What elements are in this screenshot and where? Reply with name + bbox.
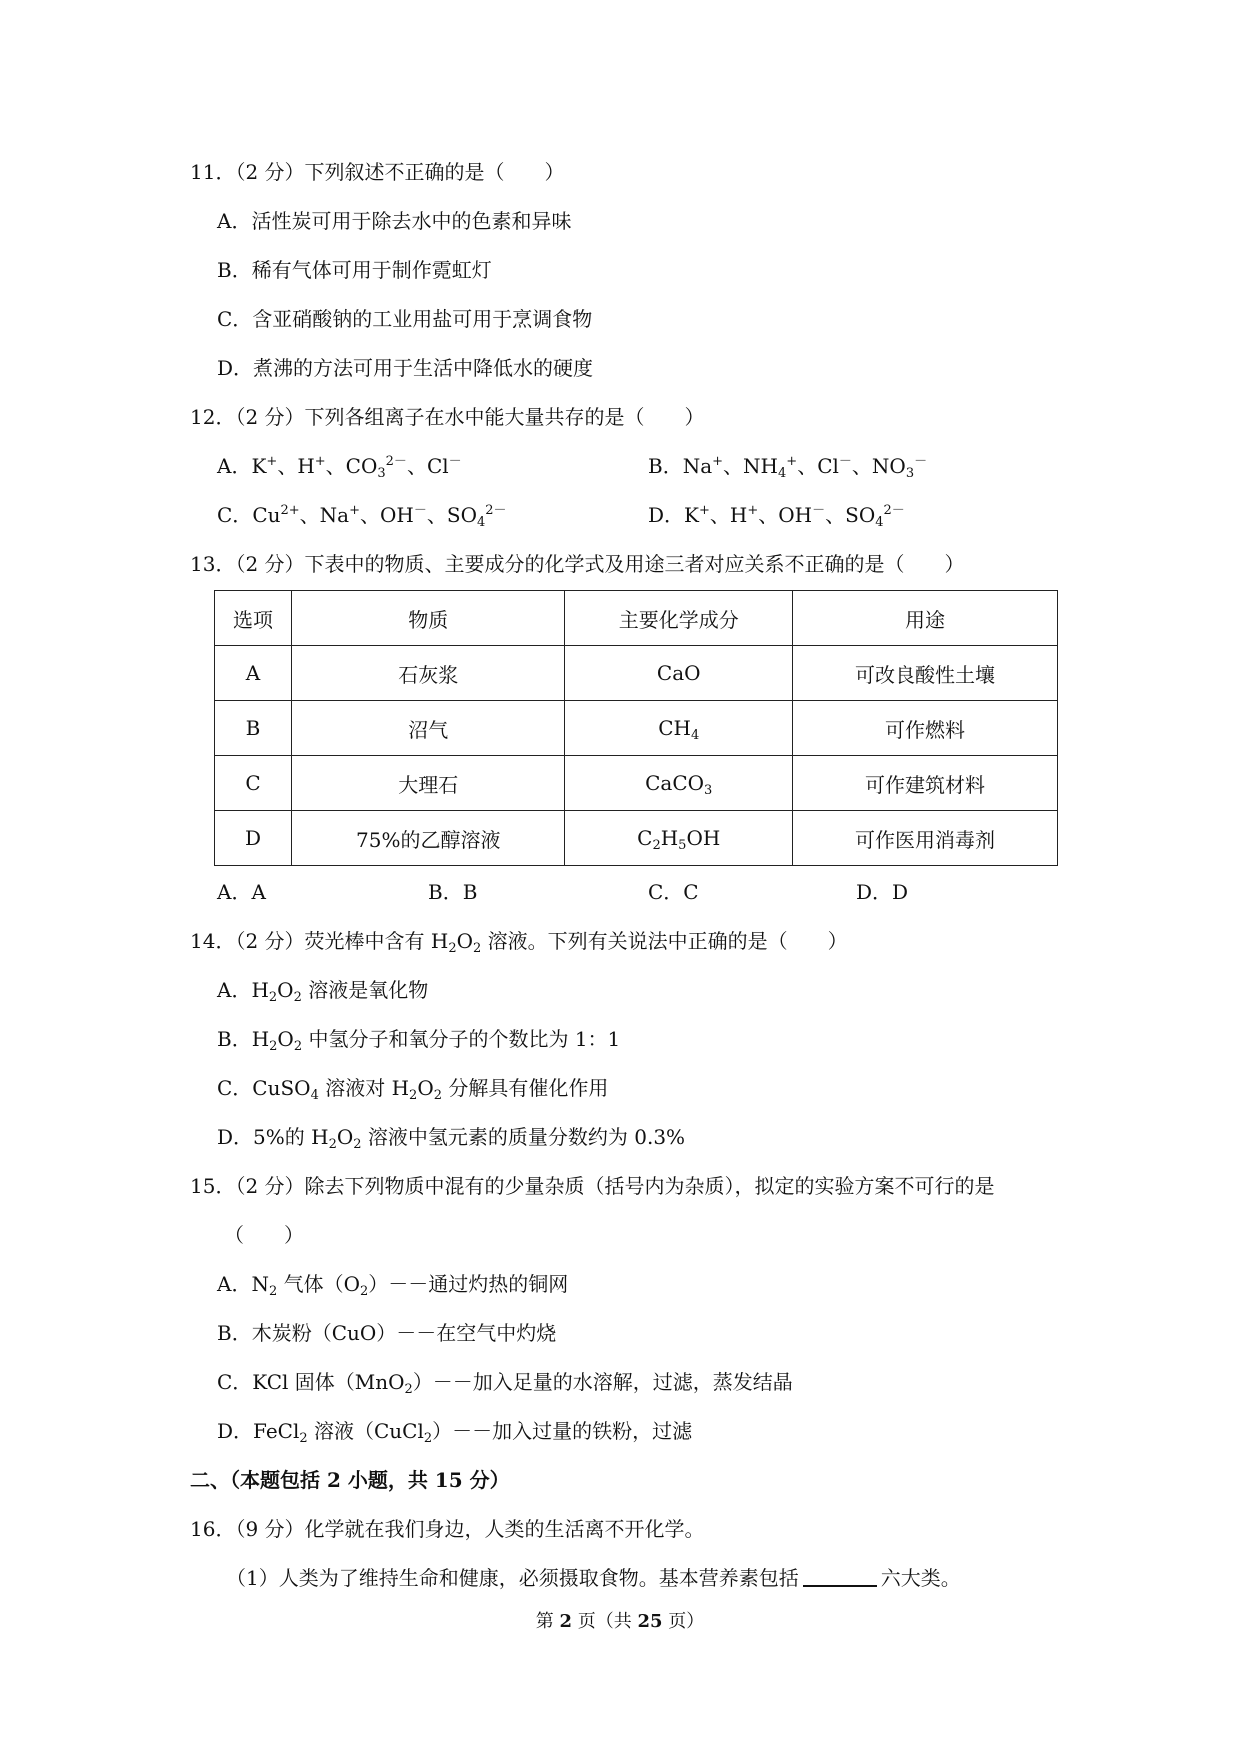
table-row (215, 701, 1058, 756)
q13-answer-c: C．C (648, 880, 699, 904)
table-row (215, 646, 1058, 701)
table-row (215, 811, 1058, 866)
table-cell-option: C (215, 756, 292, 811)
q15-option-c: C．KCl 固体（MnO$_2$）－－加入足量的水溶解，过滤，蒸发结晶 (217, 1370, 793, 1397)
q12-option-d: D．K+、H+、OH－、$SO_4^{2-}$ (648, 503, 905, 530)
table-cell-formula: $CH_4$ (565, 701, 792, 756)
q11-stem: 11．（2 分）下列叙述不正确的是（ ） (190, 160, 565, 184)
q14-stem: 14．（2 分）荧光棒中含有 $H_2O_2$ 溶液。下列有关说法中正确的是（ ） (190, 929, 848, 956)
table-cell-formula: $C_2H_5OH$ (565, 811, 792, 866)
table-row (215, 756, 1058, 811)
table-cell-formula: CaO (565, 646, 792, 701)
table-cell-option: A (215, 646, 292, 701)
table-header-cell: 物质 (292, 591, 565, 646)
q13-stem: 13．（2 分）下表中的物质、主要成分的化学式及用途三者对应关系不正确的是（ ） (190, 552, 965, 576)
q14-option-a: A．$H_2O_2$ 溶液是氧化物 (217, 978, 429, 1005)
q14-option-b: B．$H_2O_2$ 中氢分子和氧分子的个数比为 1：1 (217, 1027, 621, 1054)
q15-option-d: D．FeCl$_2$ 溶液（CuCl$_2$）－－加入过量的铁粉，过滤 (217, 1419, 693, 1446)
table-cell-substance: 沼气 (292, 701, 565, 756)
table-cell-substance: 大理石 (292, 756, 565, 811)
section-heading: 二、（本题包括 2 小题，共 15 分） (190, 1468, 510, 1492)
table-cell-option: D (215, 811, 292, 866)
table-cell-use: 可作建筑材料 (792, 756, 1057, 811)
q13-table (214, 590, 1058, 866)
table-header-row (215, 591, 1058, 646)
answer-blank[interactable] (803, 1565, 877, 1587)
q13-answer-b: B．B (428, 880, 478, 904)
table-cell-use: 可改良酸性土壤 (792, 646, 1057, 701)
q16-sub1: （1）人类为了维持生命和健康，必须摄取食物。基本营养素包括 六大类。 (226, 1566, 961, 1590)
table-cell-substance: 75%的乙醇溶液 (292, 811, 565, 866)
q12-stem: 12．（2 分）下列各组离子在水中能大量共存的是（ ） (190, 405, 705, 429)
table-header-cell: 用途 (792, 591, 1057, 646)
q13-answer-d: D．D (856, 880, 909, 904)
q14-option-d: D．5%的 $H_2O_2$ 溶液中氢元素的质量分数约为 0.3% (217, 1125, 686, 1152)
q15-stem: 15．（2 分）除去下列物质中混有的少量杂质（括号内为杂质），拟定的实验方案不可行的是 (190, 1174, 995, 1198)
table-cell-option: B (215, 701, 292, 756)
q12-option-a: A．K+、H+、$CO_3^{2-}$、Cl－ (217, 454, 462, 481)
table-cell-use: 可作医用消毒剂 (792, 811, 1057, 866)
table-cell-formula: CaCO$_3$ (565, 756, 792, 811)
table-header-cell: 选项 (215, 591, 292, 646)
page-footer: 第 2 页（共 25 页） (535, 1611, 705, 1632)
q11-option-a: A．活性炭可用于除去水中的色素和异味 (217, 209, 572, 233)
q11-option-c: C．含亚硝酸钠的工业用盐可用于烹调食物 (217, 307, 593, 331)
q11-option-b: B．稀有气体可用于制作霓虹灯 (217, 258, 492, 282)
table-cell-substance: 石灰浆 (292, 646, 565, 701)
q12-option-c: C．$Cu^{2+}$、Na+、OH－、$SO_4^{2-}$ (217, 503, 507, 530)
q16-stem: 16．（9 分）化学就在我们身边，人类的生活离不开化学。 (190, 1517, 705, 1541)
q12-option-b: B．Na+、$NH_4^+$、Cl－、$NO_3^-$ (648, 454, 928, 481)
q15-option-b: B．木炭粉（CuO）－－在空气中灼烧 (217, 1321, 557, 1345)
table-cell-use: 可作燃料 (792, 701, 1057, 756)
q13-answer-a: A．A (217, 880, 266, 904)
q15-stem-bracket: （ ） (224, 1223, 304, 1247)
q15-option-a: A．$N_2$ 气体$(O_2)--$通过灼热的铜网 (217, 1272, 569, 1299)
table-header-cell: 主要化学成分 (565, 591, 792, 646)
q14-option-c: C．CuSO$_4$ 溶液对 $H_2O_2$ 分解具有催化作用 (217, 1076, 609, 1103)
q11-option-d: D．煮沸的方法可用于生活中降低水的硬度 (217, 356, 594, 380)
